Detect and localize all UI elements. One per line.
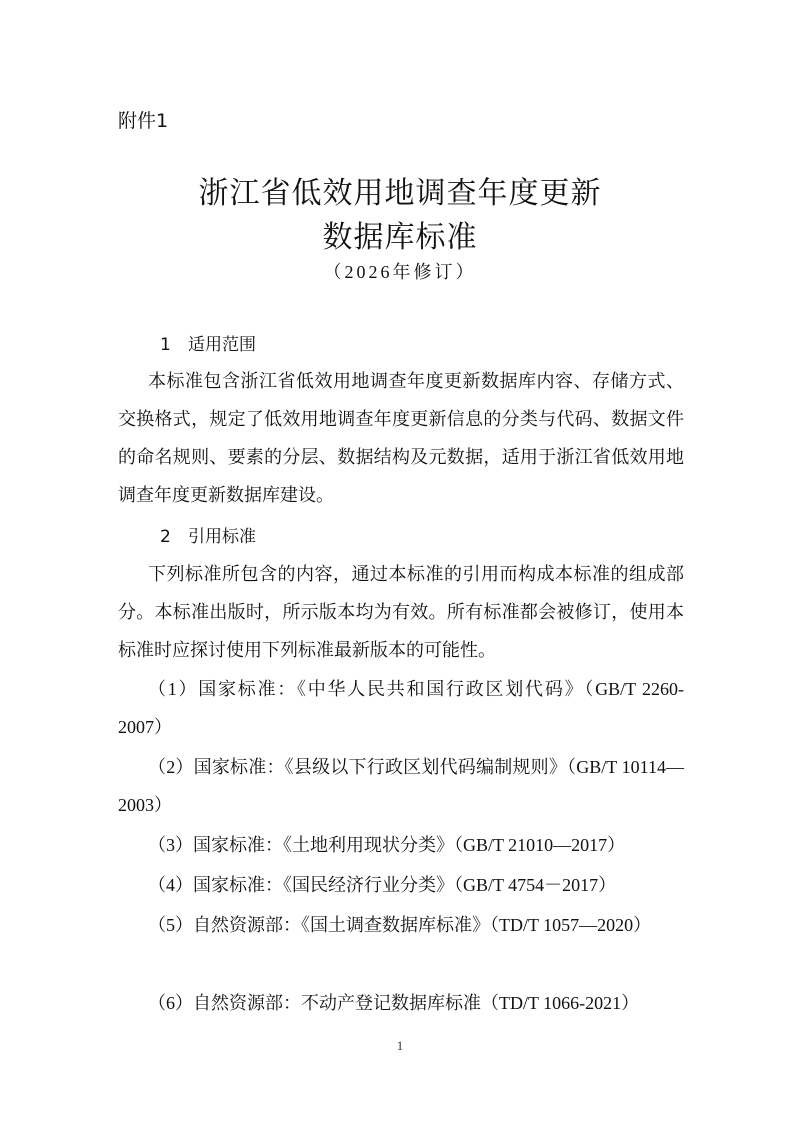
section-1-number: 1 <box>160 335 171 355</box>
annex-label: 附件1 <box>118 110 169 132</box>
document-title-line-2: 数据库标准 <box>322 220 478 255</box>
reference-item: （3）国家标准：《土地利用现状分类》（GB/T 21010—2017） <box>148 835 626 855</box>
page-number: 1 <box>396 1038 404 1053</box>
reference-item: （6）自然资源部：不动产登记数据库标准（TD/T 1066-2021） <box>148 993 640 1013</box>
reference-item: （1）国家标准：《中华人民共和国行政区划代码》（GB/T 2260-2007） <box>118 679 684 737</box>
document-title-line-1: 浙江省低效用地调查年度更新 <box>198 176 602 211</box>
reference-item: （4）国家标准：《国民经济行业分类》（GB/T 4754－2017） <box>148 875 617 895</box>
section-2-number: 2 <box>160 527 171 547</box>
section-2-heading <box>160 522 256 547</box>
reference-item: （2）国家标准：《县级以下行政区划代码编制规则》（GB/T 10114—2003） <box>118 757 684 815</box>
section-1-title: 适用范围 <box>188 335 256 355</box>
section-1-heading <box>160 330 256 355</box>
section-1-paragraph: 本标准包含浙江省低效用地调查年度更新数据库内容、存储方式、交换格式，规定了低效用地调查年度更新信息的分类与代码、数据文件的命名规则、要素的分层、数据结构及元数据，适用于浙江省低效用地调查年度更新数据库建设。 <box>118 371 684 505</box>
document-subtitle: （2026年修订） <box>323 262 477 282</box>
section-2-paragraph: 下列标准所包含的内容，通过本标准的引用而构成本标准的组成部分。本标准出版时，所示版本均为有效。所有标准都会被修订，使用本标准时应探讨使用下列标准最新版本的可能性。 <box>118 564 684 660</box>
reference-item: （5）自然资源部：《国土调查数据库标准》（TD/T 1057—2020） <box>148 915 652 935</box>
section-2-title: 引用标准 <box>188 527 256 547</box>
